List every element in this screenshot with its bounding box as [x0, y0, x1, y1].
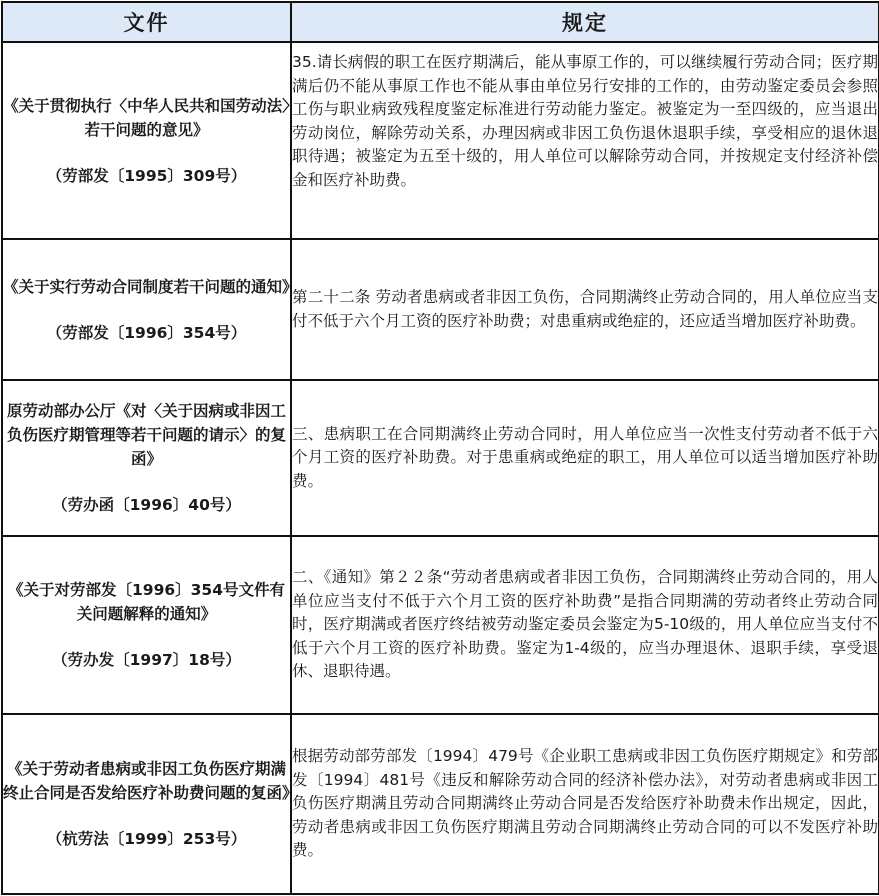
table-row [2, 714, 879, 894]
regulation-table [1, 1, 879, 895]
file-cell [2, 42, 291, 239]
file-cell [2, 380, 291, 536]
document-title: 原劳动部办公厅《对〈关于因病或非因工负伤医疗期管理等若干问题的请示〉的复函》 [6, 402, 286, 468]
document-title: 《关于对劳部发〔1996〕354号文件有关问题解释的通知》 [8, 581, 285, 623]
rule-cell: 第二十二条 劳动者患病或者非因工负伤，合同期满终止劳动合同的，用人单位应当支付不低于六个月工资的医疗补助费；对患重病或绝症的，还应适当增加医疗补助费。 [291, 239, 879, 380]
file-cell [2, 536, 291, 714]
document-number: （劳部发〔1996〕354号） [46, 323, 247, 342]
document-title: 《关于劳动者患病或非因工负伤医疗期满终止合同是否发给医疗补助费问题的复函》 [3, 760, 298, 802]
rule-cell: 三、患病职工在合同期满终止劳动合同时，用人单位应当一次性支付劳动者不低于六个月工资的医疗补助费。对于患重病或绝症的职工，用人单位可以适当增加医疗补助费。 [291, 380, 879, 536]
document-number: （劳办函〔1996〕40号） [52, 496, 241, 514]
file-cell [2, 239, 298, 380]
document-number: （劳部发〔1995〕309号） [46, 166, 247, 185]
table-row [2, 239, 879, 380]
header-row [2, 2, 879, 42]
column-header-rule: 规定 [291, 2, 879, 42]
rule-cell: 根据劳动部劳部发〔1994〕479号《企业职工患病或非因工负伤医疗期规定》和劳部发〔1994〕481号《违反和解除劳动合同的经济补偿办法》，对劳动者患病或非因工负伤医疗期满且劳动合同期满终止劳动合同是否发给医疗补助费未作出规定，因此，劳动者患病或非因工负伤医疗期满且劳动合同期满终止劳动合同的可以不发医疗补助费。 [291, 714, 879, 894]
rule-cell: 35.请长病假的职工在医疗期满后，能从事原工作的，可以继续履行劳动合同；医疗期满后仍不能从事原工作也不能从事由单位另行安排的工作的，由劳动鉴定委员会参照工伤与职业病致残程度鉴定标准进行劳动能力鉴定。被鉴定为一至四级的，应当退出劳动岗位，解除劳动关系，办理因病或非因工负伤退休退职手续，享受相应的退休退职待遇；被鉴定为五至十级的，用人单位可以解除劳动合同，并按规定支付经济补偿金和医疗补助费。 [291, 42, 879, 239]
document-title: 《关于贯彻执行〈中华人民共和国劳动法〉若干问题的意见》 [3, 96, 290, 139]
table-row [2, 42, 879, 239]
table-row [2, 536, 879, 714]
rule-cell: 二、《通知》第２２条“劳动者患病或者非因工负伤，合同期满终止劳动合同的，用人单位应当支付不低于六个月工资的医疗补助费”是指合同期满的劳动者终止劳动合同时，医疗期满或者医疗终结被劳动鉴定委员会鉴定为5-10级的，用人单位应当支付不低于六个月工资的医疗补助费。鉴定为1-4级的，应当办理退休、退职手续，享受退休、退职待遇。 [291, 536, 879, 714]
document-title: 《关于实行劳动合同制度若干问题的通知》 [3, 277, 298, 296]
column-header-file: 文件 [2, 2, 291, 42]
table-row [2, 380, 879, 536]
file-cell [2, 714, 298, 894]
document-number: （劳办发〔1997〕18号） [52, 651, 241, 669]
document-number: （杭劳法〔1999〕253号） [46, 830, 247, 848]
